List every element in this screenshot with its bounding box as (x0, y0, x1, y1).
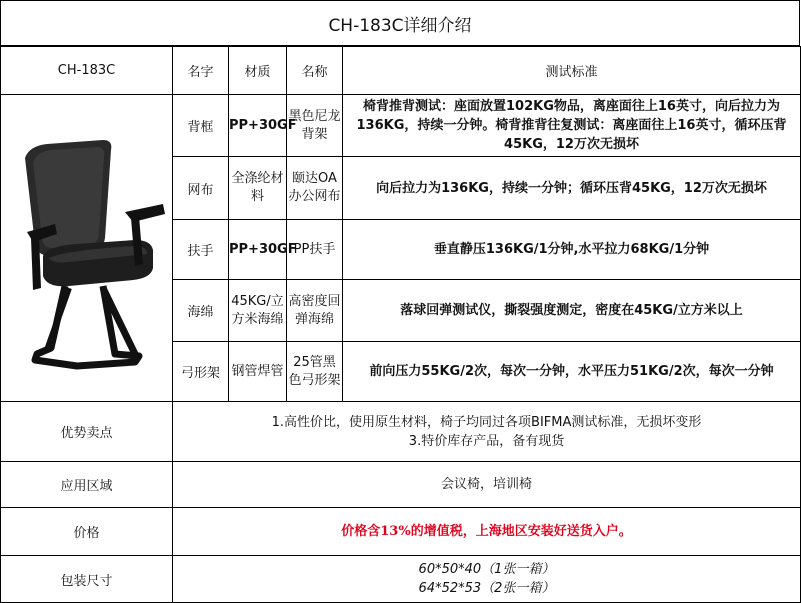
part-row (1, 95, 801, 157)
name-header: 名字 (173, 47, 229, 95)
part-material: PP+30GF (229, 220, 287, 280)
packing-value (173, 556, 801, 603)
advantage-line: 3.特价库存产品，备有现货 (408, 433, 565, 449)
chair-image-cell (1, 95, 173, 402)
model-header: CH-183C (1, 47, 173, 95)
part-name: 网布 (173, 157, 229, 220)
part-name: 海绵 (173, 280, 229, 342)
advantages-label: 优势卖点 (1, 402, 173, 462)
part-material: 钢管焊管 (229, 342, 287, 402)
application-value: 会议椅，培训椅 (173, 462, 801, 508)
standard-header: 测试标准 (343, 47, 801, 95)
price-row (1, 508, 801, 556)
page-title: CH-183C详细介绍 (0, 0, 800, 46)
spec-table (0, 46, 801, 603)
material-header: 材质 (229, 47, 287, 95)
advantages-value (173, 402, 801, 462)
part-title: 25管黑色弓形架 (287, 342, 343, 402)
packing-row (1, 556, 801, 603)
part-name: 弓形架 (173, 342, 229, 402)
office-chair-image (7, 128, 167, 368)
part-standard: 垂直静压136KG/1分钟,水平拉力68KG/1分钟 (343, 220, 801, 280)
part-standard: 落球回弹测试仪，撕裂强度测定，密度在45KG/立方米以上 (343, 280, 801, 342)
advantages-row (1, 402, 801, 462)
advantage-line: 1.高性价比，使用原生材料，椅子均同过各项BIFMA测试标准，无损坏变形 (271, 414, 702, 430)
application-label: 应用区域 (1, 462, 173, 508)
part-material: 全涤纶材料 (229, 157, 287, 220)
part-title: 高密度回弹海绵 (287, 280, 343, 342)
part-standard: 前向压力55KG/2次，每次一分钟，水平压力51KG/2次，每次一分钟 (343, 342, 801, 402)
part-title: PP扶手 (287, 220, 343, 280)
part-title: 颐达OA办公网布 (287, 157, 343, 220)
application-row (1, 462, 801, 508)
packing-label: 包装尺寸 (1, 556, 173, 603)
header-row (1, 47, 801, 95)
price-value: 价格含13%的增值税，上海地区安装好送货入户。 (173, 508, 801, 556)
part-material: 45KG/立方米海绵 (229, 280, 287, 342)
price-label: 价格 (1, 508, 173, 556)
part-standard: 向后拉力为136KG，持续一分钟；循环压背45KG，12万次无损坏 (343, 157, 801, 220)
packing-line: 64*52*53（2张一箱） (418, 581, 555, 596)
part-material: PP+30GF (229, 95, 287, 157)
part-title: 黑色尼龙背架 (287, 95, 343, 157)
packing-line: 60*50*40（1张一箱） (418, 562, 555, 577)
part-name: 背框 (173, 95, 229, 157)
title-header: 名称 (287, 47, 343, 95)
part-name: 扶手 (173, 220, 229, 280)
part-standard: 椅背推背测试：座面放置102KG物品，离座面往上16英寸，向后拉力为136KG，持续一分钟。椅背推背往复测试：离座面往上16英寸，循环压背45KG，12万次无损坏 (343, 95, 801, 157)
